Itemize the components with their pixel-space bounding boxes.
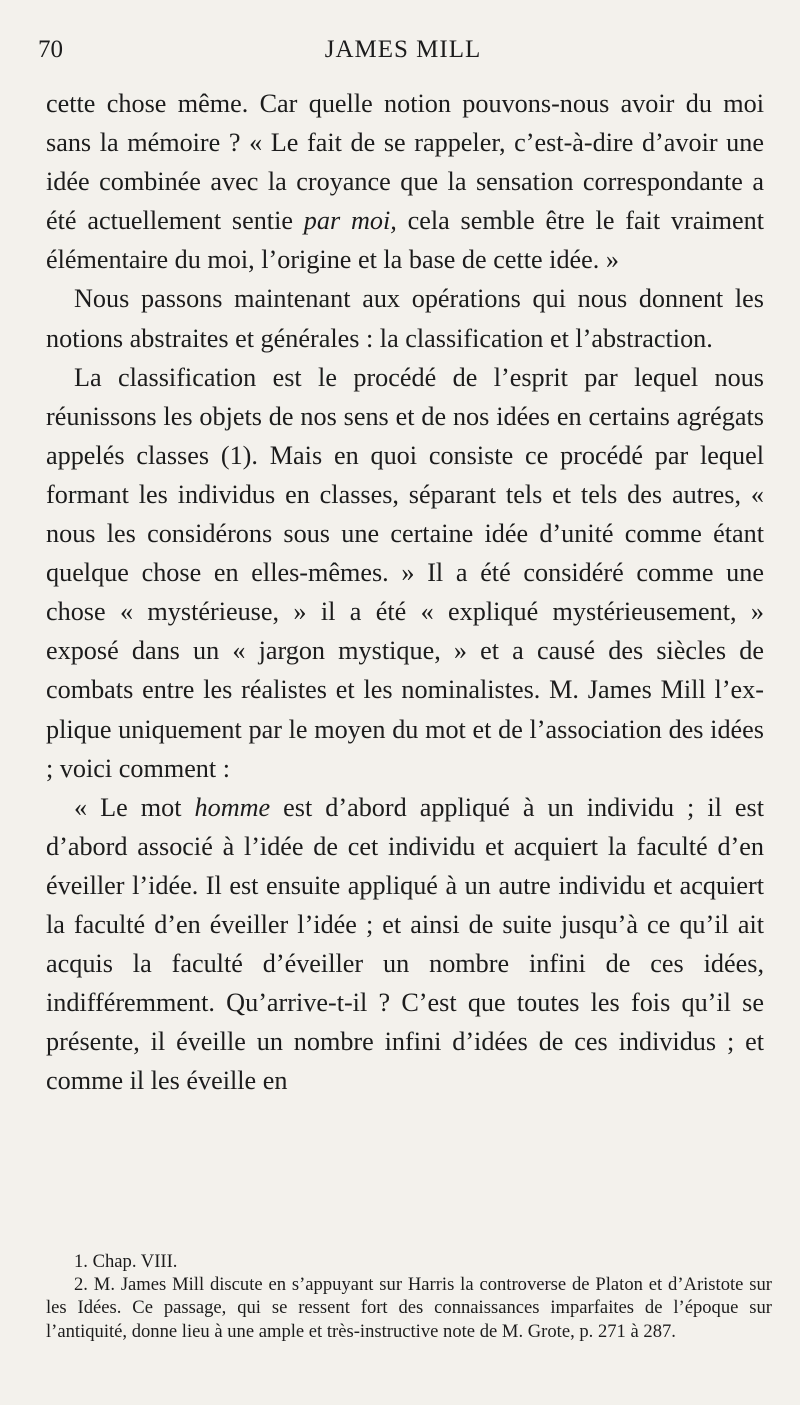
text-run: La classification est le procédé de l’esprit par lequel nous réunissons les objets de nos sens et de nos idées en certains agrégats appelés classes (1). Mais en quoi consiste ce procédé par lequel formant les individus en classes, séparant tels et tels des autres, « nous les considérons sous une certaine idée d’unité comme étant quelque chose en elles-mêmes. » Il a été considéré comme une chose « mystérieuse, » il a été « expliqué mystérieusement, » exposé dans un « jargon mystique, » et a causé des siècles de combats entre les réalistes et les nominalistes. M. James Mill l’explique uniquement par le moyen du mot et de l’association des idées ; voici comment : (46, 362, 764, 783)
paragraph (46, 279, 764, 357)
footnote: 1. Chap. VIII. (74, 1251, 178, 1272)
footnote: 2. M. James Mill discute en s’appuyant sur Harris la controverse de Platon et d’Aristote sur les Idées. Ce passage, qui se ressent fort des connaissances imparfaites de l’époque sur l’antiquité, donne lieu à une ample et très-instructive note de M. Grote, p. 271 à 287. (46, 1274, 772, 1342)
italic-text: homme (194, 792, 271, 822)
footnotes (46, 1250, 772, 1343)
body-text (46, 84, 764, 1100)
paragraph (46, 84, 764, 279)
paragraph (46, 788, 764, 1101)
page-number: 70 (38, 36, 63, 63)
paragraph (46, 358, 764, 788)
text-run: Nous passons maintenant aux opérations qui nous donnent les notions abstraites et générales : la classification et l’abstraction. (46, 284, 764, 353)
running-title: JAMES MILL (324, 36, 482, 63)
text-run: « Le mot (74, 792, 195, 822)
text-run: cette chose même. Car quelle notion pouvons-nous avoir du moi sans la mémoire ? « Le fait de se rappeler, c’est-à-dire d’avoir une idée combinée avec la croyance que la sensation correspondante a été actuellement sentie (46, 89, 764, 236)
page-header (38, 36, 768, 70)
italic-text: par moi, (303, 206, 397, 236)
text-run: est d’abord appliqué à un individu ; il est d’abord associé à l’idée de cet individu et acquiert la faculté d’en éveiller l’idée. Il est ensuite appliqué à un autre individu et acquiert la faculté d’en éveiller l’idée ; et ainsi de suite jusqu’à ce qu’il ait acquis la faculté d’éveiller un nombre infini de ces idées, indifféremment. Qu’arrive-t-il ? C’est que toutes les fois qu’il se présente, il éveille un nombre infini d’idées de ces individus ; et comme il les éveille en (46, 792, 764, 1096)
text-run: cela semble être le fait vraiment élémentaire du moi, l’origine et la base de cette idée. » (46, 206, 765, 275)
